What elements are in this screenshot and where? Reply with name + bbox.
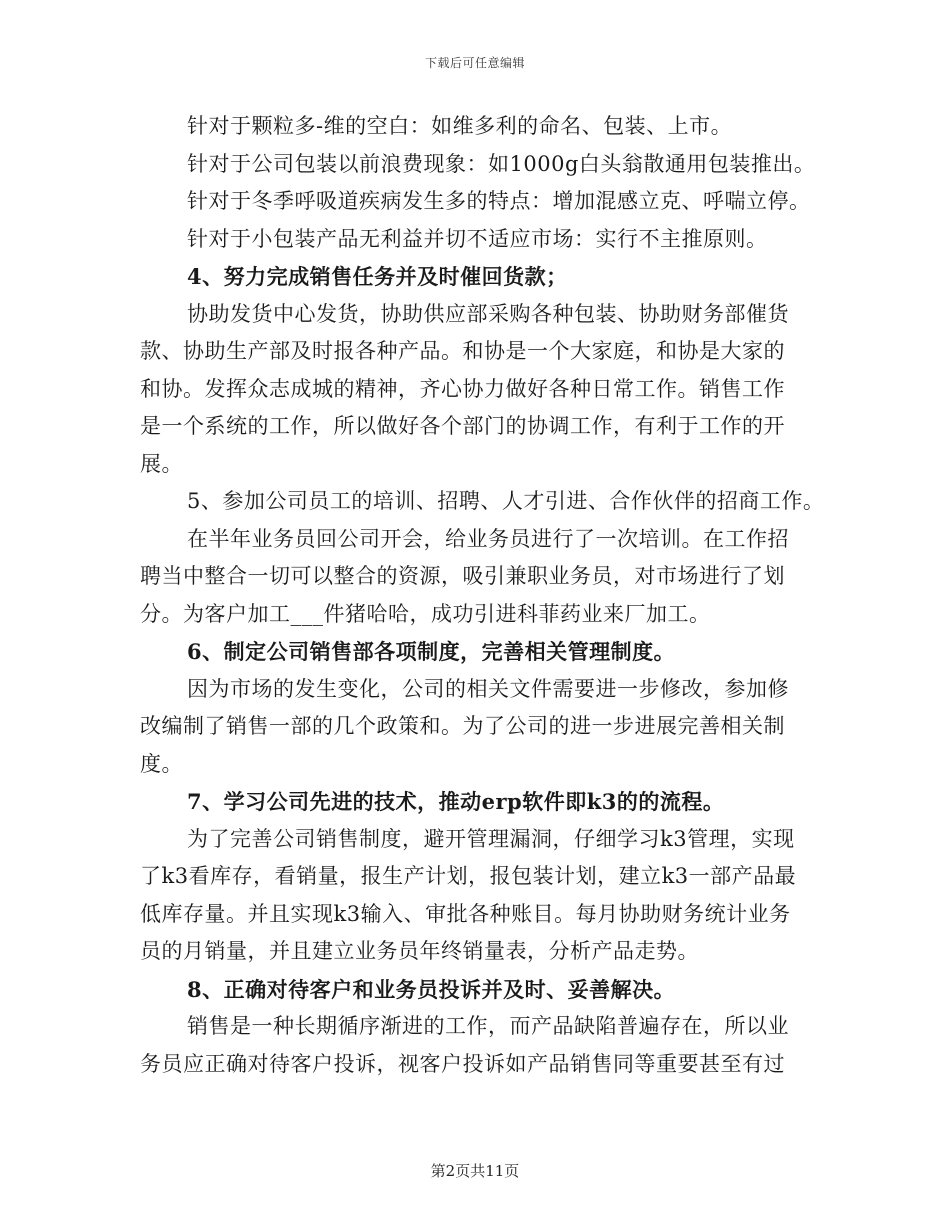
paragraph-line: 展。: [140, 451, 183, 476]
paragraph-line: 聘当中整合一切可以整合的资源，吸引兼职业务员，对市场进行了划: [140, 564, 785, 588]
paragraph-line: 为了完善公司销售制度，避开管理漏洞，仔细学习k3管理，实现: [187, 826, 795, 851]
paragraph-line: 协助发货中心发货，协助供应部采购各种包装、协助财务部催货: [187, 301, 789, 326]
paragraph-line: 分。为客户加工___件猪哈哈，成功引进科菲药业来厂加工。: [140, 601, 711, 626]
paragraph-line: 针对于颗粒多-维的空白：如维多利的命名、包装、上市。: [187, 114, 733, 138]
paragraph-line: 在半年业务员回公司开会，给业务员进行了一次培训。在工作招: [187, 526, 789, 551]
paragraph-line: 款、协助生产部及时报各种产品。和协是一个大家庭，和协是大家的: [140, 339, 785, 363]
document-body: [140, 108, 825, 1083]
paragraph-line: 针对于公司包装以前浪费现象：如1000g白头翁散通用包装推出。: [187, 151, 816, 176]
paragraph-line: 度。: [140, 751, 183, 776]
paragraph-line: 和协。发挥众志成城的精神，齐心协力做好各种日常工作。销售工作: [140, 376, 785, 401]
paragraph-line: 针对于小包装产品无利益并切不适应市场：实行不主推原则。: [187, 226, 768, 251]
paragraph-line: 务员应正确对待客户投诉，视客户投诉如产品销售同等重要甚至有过: [140, 1051, 785, 1076]
section-heading-7: 7、学习公司先进的技术，推动erp软件即k3的的流程。: [187, 789, 725, 814]
paragraph-line: 员的月销量，并且建立业务员年终销量表，分析产品走势。: [140, 939, 699, 963]
paragraph-line: 了k3看库存，看销量，报生产计划，报包装计划，建立k3一部产品最: [140, 864, 797, 888]
section-heading-8: 8、正确对待客户和业务员投诉并及时、妥善解决。: [187, 976, 676, 1002]
paragraph-line: 销售是一种长期循序渐进的工作，而产品缺陷普遍存在，所以业: [187, 1014, 789, 1038]
paragraph-line: 针对于冬季呼吸道疾病发生多的特点：增加混感立克、呼喘立停。: [187, 189, 811, 213]
paragraph-line: 改编制了销售一部的几个政策和。为了公司的进一步进展完善相关制: [140, 714, 785, 738]
page-header: 下载后可任意编辑: [424, 56, 525, 70]
page-number-footer: 第2页共11页: [430, 1162, 520, 1180]
section-heading-5: 5、参加公司员工的培训、招聘、人才引进、合作伙伴的招商工作。: [187, 489, 825, 513]
paragraph-line: 是一个系统的工作，所以做好各个部门的协调工作，有利于工作的开: [140, 414, 785, 438]
section-heading-6: 6、制定公司销售部各项制度，完善相关管理制度。: [187, 639, 676, 664]
section-heading-4: 4、努力完成销售任务并及时催回货款；: [187, 264, 568, 289]
paragraph-line: 因为市场的发生变化，公司的相关文件需要进一步修改，参加修: [187, 676, 789, 701]
paragraph-line: 低库存量。并且实现k3输入、审批各种账目。每月协助财务统计业务: [140, 901, 791, 926]
